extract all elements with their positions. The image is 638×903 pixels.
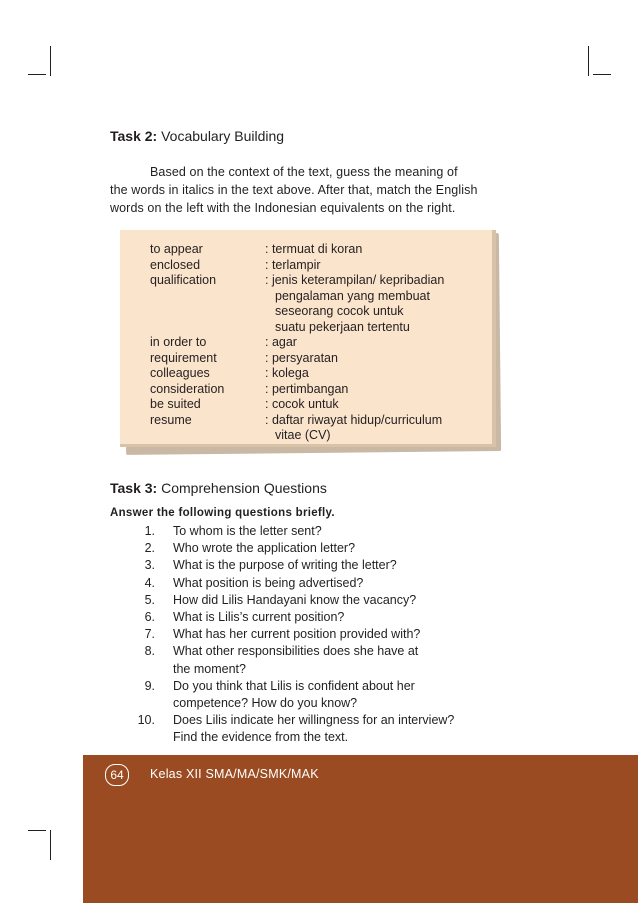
task3-label: Task 3: [110, 480, 158, 496]
question-text: the moment? [173, 661, 246, 676]
vocab-meaning: : persyaratan [265, 350, 338, 365]
vocab-meaning: : agar [265, 335, 297, 349]
crop-mark [588, 46, 589, 76]
question-number: 5. [144, 592, 155, 607]
question-number: 4. [144, 575, 155, 590]
question-text: What position is being advertised? [173, 575, 364, 590]
task3-heading [110, 480, 327, 496]
task2-label: Task 2: [110, 128, 158, 144]
question-number: 3. [144, 558, 155, 573]
task2-heading [110, 128, 284, 144]
question-number: 2. [144, 541, 155, 556]
vocab-meaning: seseorang cocok untuk [275, 304, 404, 318]
vocab-term: colleagues [150, 366, 210, 380]
vocab-meaning: : termuat di koran [265, 242, 363, 256]
vocab-term: qualification [150, 273, 217, 287]
crop-mark [50, 830, 51, 860]
question-text: What other responsibilities does she have at [173, 644, 419, 659]
crop-mark [28, 830, 46, 831]
question-number: 9. [144, 678, 155, 693]
vocab-term: in order to [150, 335, 207, 349]
question-text: To whom is the letter sent? [173, 524, 322, 538]
page-number-badge [105, 764, 129, 786]
question-text: Find the evidence from the text. [173, 730, 349, 745]
vocab-meaning: : terlampir [265, 257, 321, 272]
vocab-term: resume [150, 412, 192, 427]
instruction-line: words on the left with the Indonesian equivalents on the right. [110, 201, 456, 215]
question-text: What is Lilis’s current position? [173, 609, 345, 624]
question-number: 8. [144, 644, 155, 659]
vocab-term: enclosed [150, 257, 201, 272]
vocab-meaning: suatu pekerjaan tertentu [275, 319, 410, 334]
instruction-line: Based on the context of the text, guess the meaning of [150, 165, 458, 179]
vocab-meaning: : kolega [265, 366, 309, 380]
question-text: What is the purpose of writing the letter? [173, 558, 397, 573]
vocab-meaning: vitae (CV) [275, 428, 331, 442]
vocab-term: requirement [150, 350, 217, 365]
page-number: 64 [110, 768, 124, 782]
question-text: Do you think that Lilis is confident about her [173, 678, 415, 693]
question-number: 10. [137, 713, 155, 728]
question-text: competence? How do you know? [173, 695, 358, 710]
question-number: 7. [144, 627, 155, 642]
question-text: Does Lilis indicate her willingness for an interview? [173, 713, 455, 728]
vocab-meaning: : daftar riwayat hidup/curriculum [265, 412, 443, 427]
vocab-term: be suited [150, 397, 201, 411]
task2-title: Vocabulary Building [161, 128, 285, 144]
book-title: Kelas XII SMA/MA/SMK/MAK [150, 767, 319, 781]
task3-title: Comprehension Questions [161, 480, 327, 496]
vocab-meaning: : jenis keterampilan/ kepribadian [265, 273, 445, 287]
question-text: How did Lilis Handayani know the vacancy? [173, 592, 417, 607]
crop-mark [50, 46, 51, 76]
instruction-line: the words in italics in the text above. After that, match the English [110, 183, 478, 197]
crop-mark [28, 74, 46, 75]
question-text: Who wrote the application letter? [173, 541, 356, 556]
task2-instruction [110, 163, 520, 217]
question-number: 6. [144, 609, 155, 624]
question-text: What has her current position provided with? [173, 627, 421, 642]
vocab-term: consideration [150, 381, 225, 396]
question-number: 1. [144, 524, 155, 538]
vocab-term: to appear [150, 242, 203, 256]
vocab-meaning: : cocok untuk [265, 397, 339, 411]
vocab-meaning: pengalaman yang membuat [275, 288, 430, 303]
vocab-meaning: : pertimbangan [265, 381, 349, 396]
crop-mark [593, 74, 611, 75]
task3-instruction: Answer the following questions briefly. [110, 507, 335, 519]
